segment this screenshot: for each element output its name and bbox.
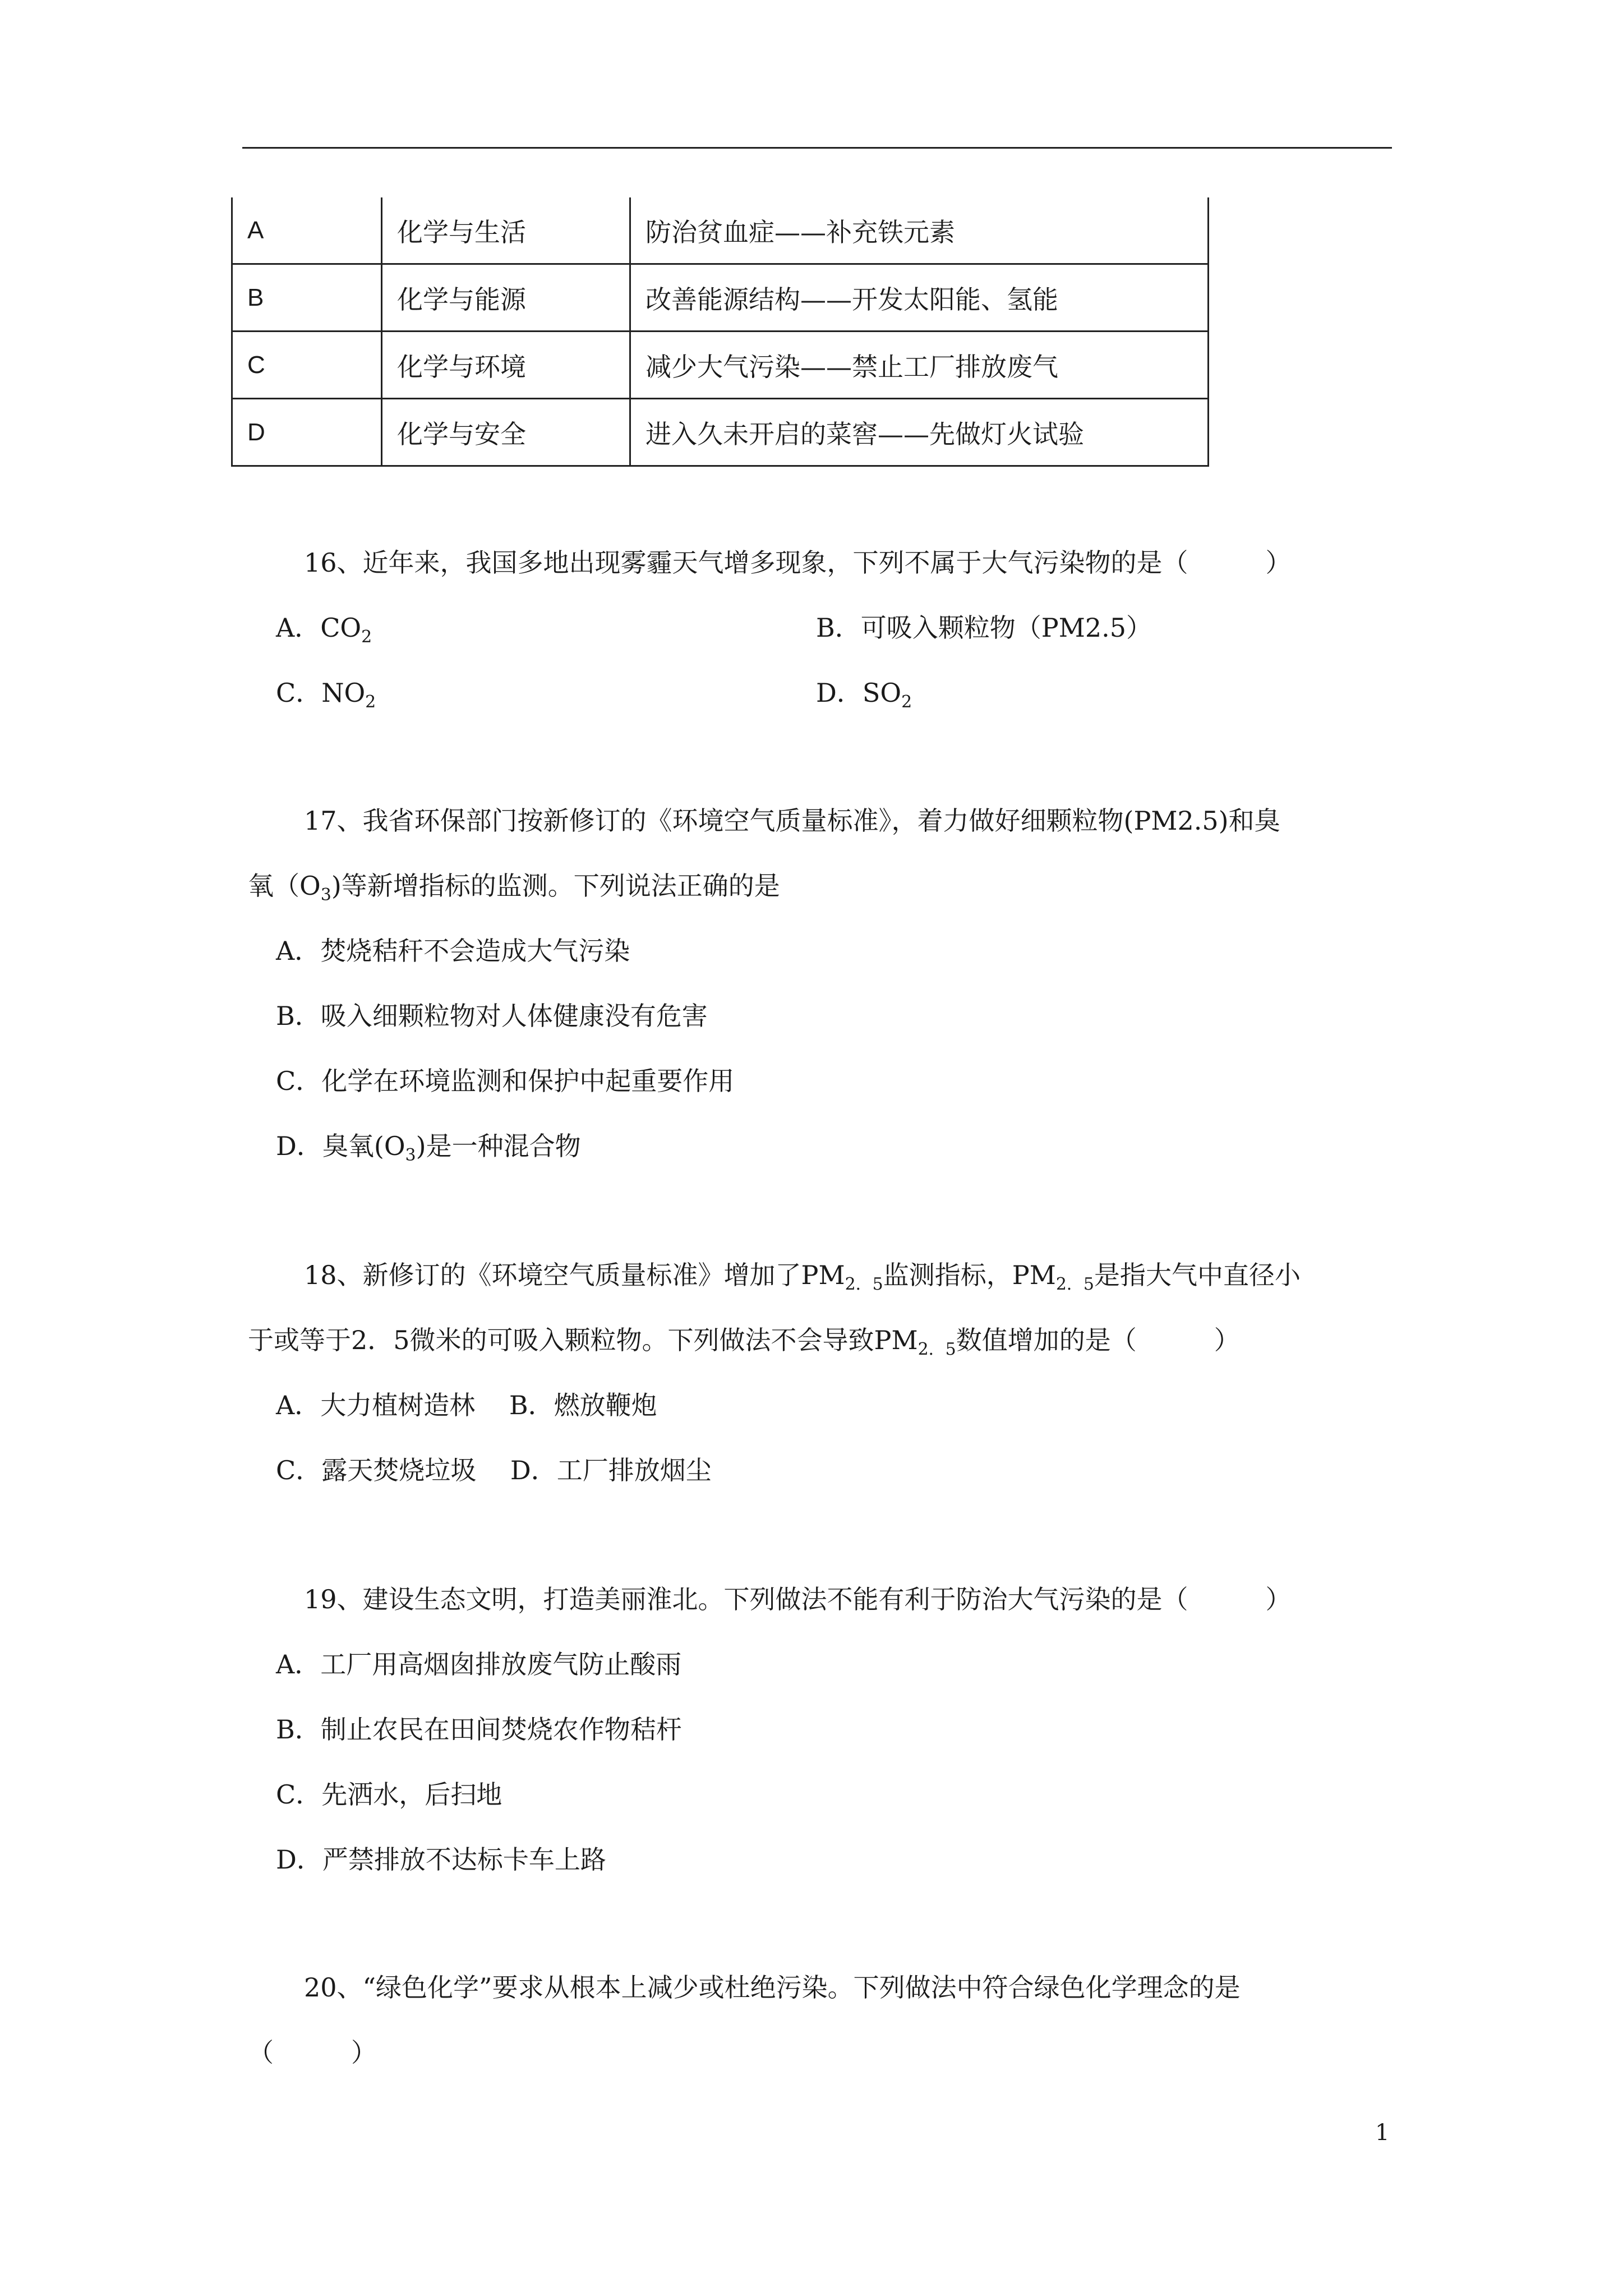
q17-line2-pre: 氧（O	[248, 871, 321, 901]
subscript: 3	[405, 1145, 416, 1165]
row-topic: 化学与能源	[382, 264, 630, 332]
q16-option-b: B．可吸入颗粒物（PM2.5）	[816, 613, 1152, 643]
q18-stem-line1	[304, 1260, 1301, 1294]
table-row	[232, 399, 1209, 466]
options-table	[231, 197, 1209, 467]
row-letter: D	[232, 399, 382, 466]
q17-d-pre: D．臭氧(O	[276, 1131, 405, 1161]
row-content: 改善能源结构——开发太阳能、氢能	[630, 264, 1209, 332]
q18-l2-b: 数值增加的是（ ）	[956, 1325, 1240, 1355]
table-row	[232, 264, 1209, 332]
row-content: 进入久未开启的菜窖——先做灯火试验	[630, 399, 1209, 466]
q17-option-d	[276, 1131, 581, 1165]
q18-l1-c: 是指大气中直径小	[1094, 1260, 1301, 1290]
q17-d-post: )是一种混合物	[416, 1131, 581, 1161]
q18-l1-a: 18、新修订的《环境空气质量标准》增加了PM	[304, 1260, 845, 1290]
row-topic: 化学与生活	[382, 197, 630, 264]
q17-stem-line1: 17、我省环保部门按新修订的《环境空气质量标准》，着力做好细颗粒物(PM2.5)和臭	[304, 806, 1280, 836]
row-content: 防治贫血症——补充铁元素	[630, 197, 1209, 264]
subscript: 2	[901, 692, 912, 712]
q19-option-c: C．先洒水，后扫地	[276, 1779, 502, 1810]
row-topic: 化学与安全	[382, 399, 630, 466]
q16-option-c	[276, 678, 376, 712]
row-topic: 化学与环境	[382, 332, 630, 399]
subscript: 2	[365, 692, 376, 712]
q17-option-b: B．吸入细颗粒物对人体健康没有危害	[276, 1001, 708, 1031]
q20-stem-line1: 20、“绿色化学”要求从根本上减少或杜绝污染。下列做法中符合绿色化学理念的是	[304, 1972, 1241, 2003]
subscript: 2	[361, 627, 372, 647]
subscript: 2．5	[1055, 1274, 1095, 1294]
q16-stem: 16、近年来，我国多地出现雾霾天气增多现象，下列不属于大气污染物的是（ ）	[304, 547, 1292, 578]
q19-option-b: B．制止农民在田间焚烧农作物秸杆	[276, 1714, 682, 1745]
q17-option-a: A．焚烧秸秆不会造成大气污染	[276, 936, 630, 966]
subscript: 3	[320, 885, 331, 905]
q16-a-text: A．CO	[276, 613, 362, 643]
table-row	[232, 332, 1209, 399]
q18-options-ab: A．大力植树造林 B．燃放鞭炮	[276, 1390, 657, 1420]
row-letter: C	[232, 332, 382, 399]
row-letter: A	[232, 197, 382, 264]
q18-stem-line2	[248, 1325, 1240, 1359]
page-number: 1	[1375, 2120, 1390, 2146]
subscript: 2．5	[845, 1274, 883, 1294]
q17-option-c: C．化学在环境监测和保护中起重要作用	[276, 1066, 735, 1096]
q18-options-cd: C．露天焚烧垃圾 D．工厂排放烟尘	[276, 1455, 712, 1485]
row-letter: B	[232, 264, 382, 332]
q16-option-d	[816, 678, 912, 712]
q20-stem-line2: （ ）	[248, 2037, 377, 2068]
q16-option-a	[276, 613, 372, 647]
row-content: 减少大气污染——禁止工厂排放废气	[630, 332, 1209, 399]
subscript: 2．5	[917, 1340, 956, 1359]
q19-stem: 19、建设生态文明，打造美丽淮北。下列做法不能有利于防治大气污染的是（ ）	[304, 1584, 1292, 1614]
header-rule	[242, 147, 1392, 149]
q17-stem-line2	[248, 871, 780, 905]
q18-l1-b: 监测指标，PM	[883, 1260, 1056, 1290]
table-row	[232, 197, 1209, 264]
q19-option-a: A．工厂用高烟囱排放废气防止酸雨	[276, 1649, 682, 1680]
q17-line2-post: )等新增指标的监测。下列说法正确的是	[331, 871, 780, 901]
q18-l2-a: 于或等于2．5微米的可吸入颗粒物。下列做法不会导致PM	[248, 1325, 918, 1355]
q16-c-text: C．NO	[276, 678, 366, 708]
q19-option-d: D．严禁排放不达标卡车上路	[276, 1844, 606, 1875]
q16-d-text: D．SO	[816, 678, 902, 708]
